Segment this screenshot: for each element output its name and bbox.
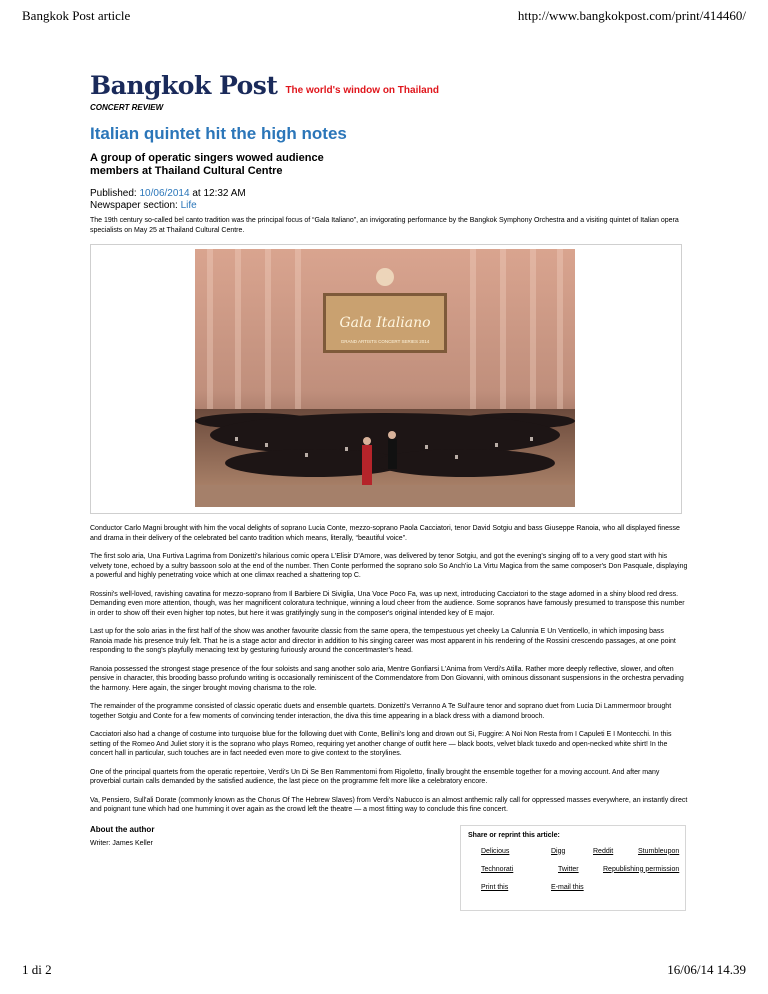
concert-photo-image xyxy=(195,249,575,507)
share-box xyxy=(460,825,686,911)
paragraph-3: Rossini's well-loved, ravishing cavatina for mezzo-soprano from Il Barbiere Di Siviglia, Una Voce Poco Fa, was up next, introducing Cacciatori to the stage adorned in a shiny blood red dress. Demanding even more attention, though, was her magnificent coloratura technique, winning a loud cheer from the audience. Some sopranos have famously presumed to transpose this number in order to show off their even higher top notes, but here it was gratifyingly sung in the composer's original intended key of E major. xyxy=(90,590,685,617)
published-label: Published: xyxy=(90,188,137,199)
article-footer xyxy=(90,825,688,911)
bangkok-post-logo: Bangkok Post xyxy=(90,71,278,100)
paragraph-1: Conductor Carlo Magni brought with him the vocal delights of soprano Lucia Conte, mezzo-soprano Paola Cacciatori, tenor David Sotgiu and bass Giuseppe Ranoia, who all displayed finesse and drama in their delivery of the celebrated bel canto tradition which means, literally, “beautiful voice”. xyxy=(90,525,680,542)
published-date-link[interactable]: 10/06/2014 xyxy=(139,188,190,199)
share-digg-link[interactable]: Digg xyxy=(551,847,566,855)
paragraph-intro: The 19th century so-called bel canto tradition was the principal focus of “Gala Italiano”, an invigorating performance by the Bangkok Symphony Orchestra and a visiting quintet of Italian opera specialists on May 25 at Thailand Cultural Centre. xyxy=(90,217,679,234)
banner-subtitle: GRAND ARTISTS CONCERT SERIES 2014 xyxy=(340,339,430,344)
print-footer-page: 1 di 2 xyxy=(22,962,52,977)
paragraph-6: The remainder of the programme consisted of classic operatic duets and ensemble quartets. Donizetti's Verranno A Te Sull'aure tenor and soprano duet from Lucia Di Lammermoor brought together Sotgiu and Conte for a few moments of convincing tender interaction, the diva this time appearing in a black dress with a diamond brooch. xyxy=(90,703,672,720)
section-label: CONCERT REVIEW xyxy=(90,103,164,112)
share-stumbleupon-link[interactable]: Stumbleupon xyxy=(638,847,680,855)
paragraph-5: Ranoia possessed the strongest stage presence of the four soloists and sang another solo aria, Mentre Gonfiarsi L'Anima from Verdi's Atilla. Rather more deeply reflective, slower, and often pensive in character, this brooding basso profundo writing is occasionally reminiscent of the Commendatore from Don Giovanni, with ominous dissonant suspensions in the orchestra pervading the harmony. Here again, the singer brought moving charisma to the role. xyxy=(90,665,684,692)
concert-photo xyxy=(195,249,575,507)
share-reddit-link[interactable]: Reddit xyxy=(593,847,614,855)
print-this-link[interactable]: Print this xyxy=(481,883,509,891)
share-heading: Share or reprint this article: xyxy=(468,831,560,839)
email-this-link[interactable]: E-mail this xyxy=(551,883,584,891)
print-footer-timestamp: 16/06/14 14.39 xyxy=(667,962,746,977)
photo-frame xyxy=(90,244,682,514)
article-meta xyxy=(90,188,688,212)
article xyxy=(90,68,688,911)
newspaper-section-line xyxy=(90,200,688,212)
banner-title: Gala Italiano xyxy=(339,315,431,331)
published-line xyxy=(90,188,688,200)
share-twitter-link[interactable]: Twitter xyxy=(558,865,579,873)
republishing-permission-link[interactable]: Republishing permission xyxy=(603,865,680,873)
share-technorati-link[interactable]: Technorati xyxy=(481,865,514,873)
article-headline: Italian quintet hit the high notes xyxy=(90,124,347,143)
paragraph-4: Last up for the solo arias in the first half of the show was another favourite classic from the same opera, the tempestuous yet cheeky La Calunnia E Un Venticello, in which imposing bass Ranoia made his presence truly felt. That he is a stage actor and director in addition to his singing career was most apparent in his rendering of the Rossini crescendo passages, at one point responding to the song's playfully menacing text by gesturing furiously around the concertmaster's head. xyxy=(90,628,676,654)
published-time: at 12:32 AM xyxy=(192,188,246,199)
print-header-url: http://www.bangkokpost.com/print/414460/ xyxy=(517,8,746,23)
author-heading: About the author xyxy=(90,824,155,834)
masthead xyxy=(90,68,688,100)
print-header-title: Bangkok Post article xyxy=(22,8,131,23)
author-name: Writer: James Keller xyxy=(90,839,153,847)
paragraph-8: One of the principal quartets from the operatic repertoire, Verdi's Un Di Se Ben Rammentomi from Rigoletto, finally brought the ensemble together for a moving account. And after many proverbial curtain calls demanded by the satisfied audience, the last piece on the programme felt more like a celebratory encore. xyxy=(90,768,660,785)
section-life-link[interactable]: Life xyxy=(180,200,197,211)
paragraph-7: Cacciatori also had a change of costume into turquoise blue for the following duet with Conte, Bellini's long and drown out Si, Fuggire: A Noi Non Resta from I Capuleti E I Montecchi. In this setting of the Romeo And Juliet story it is the soprano who plays Romeo, requiring yet another change of outfit here — black boots, velvet black tuxedo and open-necked white shirt! In the concert hall in particular, such touches are in fact needed even more to give context to the storylines. xyxy=(90,731,672,757)
share-delicious-link[interactable]: Delicious xyxy=(481,847,510,855)
article-subhead: A group of operatic singers wowed audience members at Thailand Cultural Centre xyxy=(90,152,324,177)
paragraph-9: Va, Pensiero, Sull'ali Dorate (commonly known as the Chorus Of The Hebrew Slaves) from Verdi's Nabucco is an almost anthemic rally call for oppressed masses everywhere, an instantly direct and poignant tune which had one humming it over again as the crowd left the theatre — a most fitting way to conclude this fine concert. xyxy=(90,796,688,813)
newspaper-section-label: Newspaper section: xyxy=(90,200,178,211)
masthead-tagline: The world's window on Thailand xyxy=(285,85,439,96)
paragraph-2: The first solo aria, Una Furtiva Lagrima from Donizetti's hilarious comic opera L'Elisir D'Amore, was delivered by tenor Sotgiu, and got the evening's singing off to a very good start with his velvety tone, echoed by a sultry bassoon solo at the end of the number. Then Conte performed the soprano solo So Anch'io La Virtu Magica from the same composer's Don Pasquale, displaying a powerful and highly penetrating voice which at one climax reached a shattering top C. xyxy=(90,553,688,579)
author-box xyxy=(90,825,460,911)
